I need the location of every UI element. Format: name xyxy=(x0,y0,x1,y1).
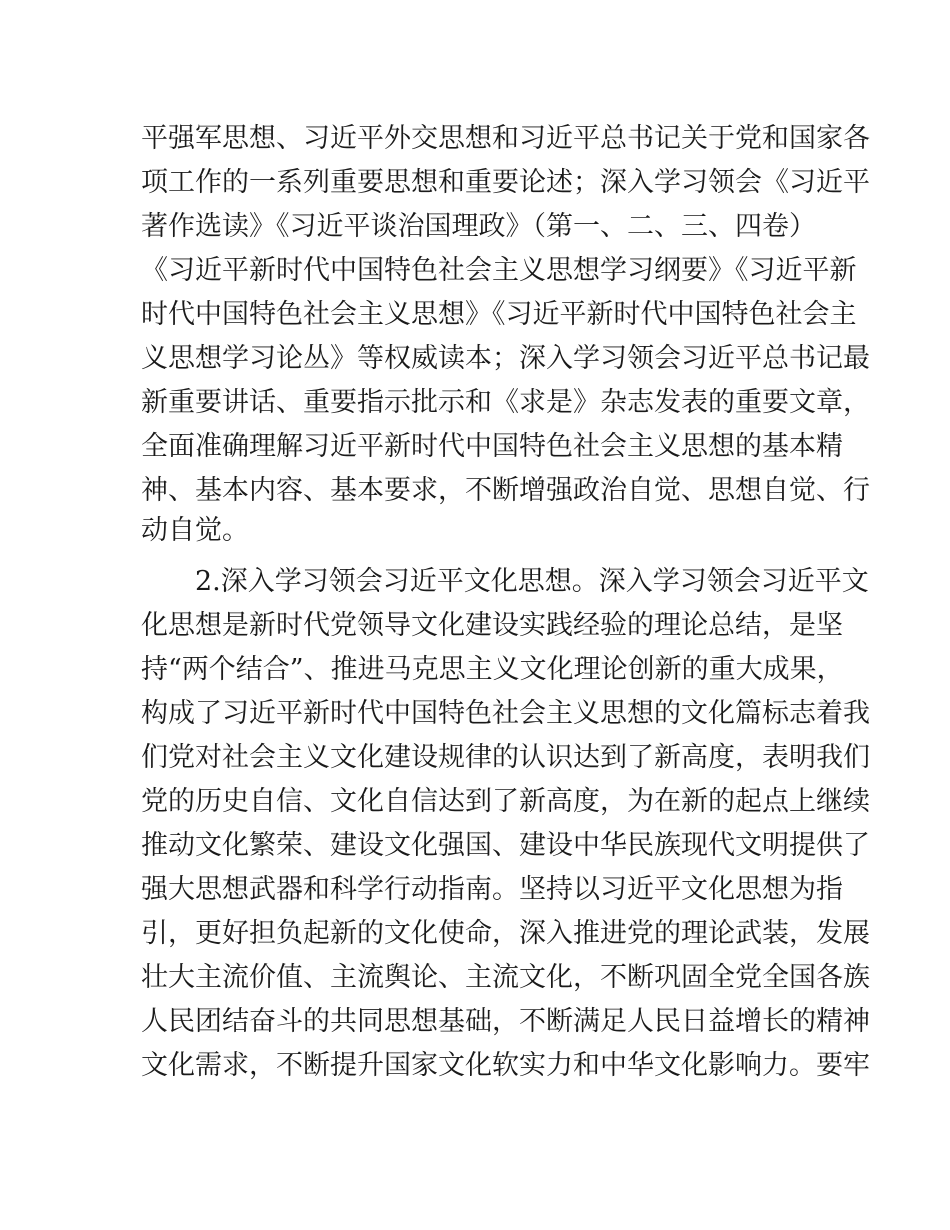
text-line: 文化需求，不断提升国家文化软实力和中华文化影响力。要牢 xyxy=(141,1050,870,1081)
text-line: 党的历史自信、文化自信达到了新高度，为在新的起点上继续 xyxy=(141,786,870,817)
text-line: 著作选读》《习近平谈治国理政》（第一、二、三、四卷） xyxy=(141,211,816,242)
text-line: 引，更好担负起新的文化使命，深入推进党的理论武装，发展 xyxy=(141,918,870,949)
text-line: 神、基本内容、基本要求，不断增强政治自觉、思想自觉、行 xyxy=(141,475,870,506)
text-line: 《习近平新时代中国特色社会主义思想学习纲要》《习近平新 xyxy=(141,255,857,286)
text-line: 时代中国特色社会主义思想》《习近平新时代中国特色社会主 xyxy=(141,299,857,330)
text-line: 构成了习近平新时代中国特色社会主义思想的文化篇标志着我 xyxy=(141,698,870,729)
text-line: 全面准确理解习近平新时代中国特色社会主义思想的基本精 xyxy=(141,431,843,462)
text-line: 义思想学习论丛》等权威读本；深入学习领会习近平总书记最 xyxy=(141,343,870,374)
paragraph-start-line: 2.深入学习领会习近平文化思想。深入学习领会习近平文 xyxy=(195,566,869,597)
text-line: 强大思想武器和科学行动指南。坚持以习近平文化思想为指 xyxy=(141,874,843,905)
text-line: 持“两个结合”、推进马克思主义文化理论创新的重大成果， xyxy=(141,654,844,685)
text-line: 推动文化繁荣、建设文化强国、建设中华民族现代文明提供了 xyxy=(141,830,870,861)
text-line: 动自觉。 xyxy=(141,515,249,546)
text-line: 项工作的一系列重要思想和重要论述；深入学习领会《习近平 xyxy=(141,167,870,198)
text-line: 平强军思想、习近平外交思想和习近平总书记关于党和国家各 xyxy=(141,123,870,154)
text-line: 新重要讲话、重要指示批示和《求是》杂志发表的重要文章， xyxy=(141,387,870,418)
text-line: 壮大主流价值、主流舆论、主流文化，不断巩固全党全国各族 xyxy=(141,962,870,993)
text-line: 们党对社会主义文化建设规律的认识达到了新高度，表明我们 xyxy=(141,742,870,773)
text-line: 人民团结奋斗的共同思想基础，不断满足人民日益增长的精神 xyxy=(141,1006,870,1037)
text-line: 化思想是新时代党领导文化建设实践经验的理论总结，是坚 xyxy=(141,610,843,641)
